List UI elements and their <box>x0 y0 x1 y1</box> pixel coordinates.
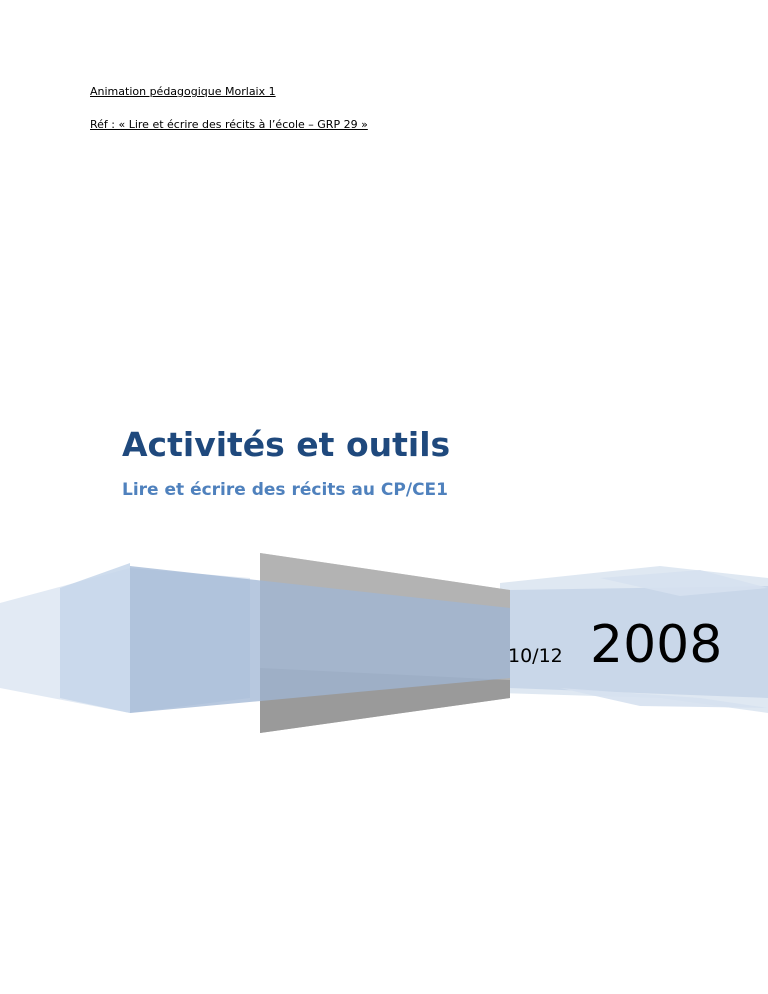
cover-title: Activités et outils <box>122 425 451 464</box>
header-line-reference: Réf : « Lire et écrire des récits à l’école – GRP 29 » <box>90 118 368 131</box>
banner-blue-strip-left <box>60 563 130 713</box>
header-line-animation: Animation pédagogique Morlaix 1 <box>90 85 276 98</box>
date-day-month: 10/12 <box>508 645 563 667</box>
date-year: 2008 <box>590 615 723 675</box>
cover-subtitle: Lire et écrire des récits au CP/CE1 <box>122 480 448 500</box>
